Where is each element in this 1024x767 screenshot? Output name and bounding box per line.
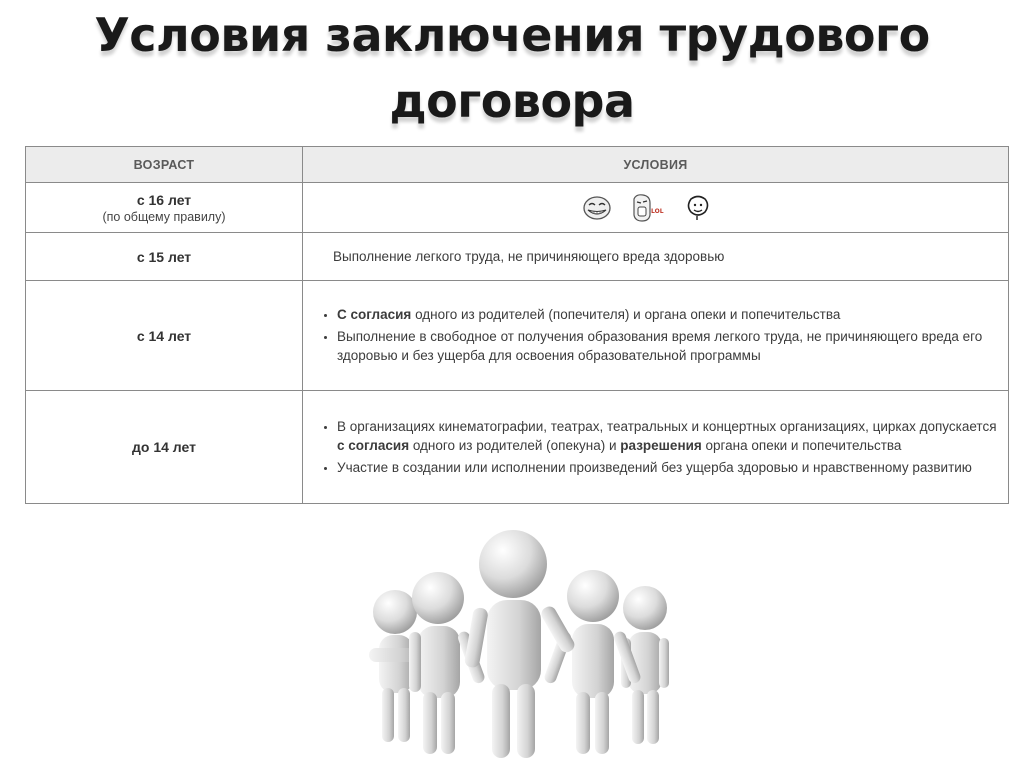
smiley-face-icon <box>686 195 710 221</box>
person-figure <box>464 530 577 758</box>
page-title <box>0 2 1024 134</box>
bold-phrase: с согласия <box>337 438 410 454</box>
conditions-cell <box>303 183 1009 233</box>
age-cell <box>26 233 303 281</box>
age-label: до 14 лет <box>132 439 196 455</box>
title-line-2: договора <box>389 74 635 128</box>
bold-phrase: С согласия <box>337 307 412 323</box>
item-text: Выполнение в свободное от получения образования время легкого труда, не причиняющего вреда его здоровью и без ущерба для освоения образовательной программы <box>337 328 983 364</box>
group-of-people-illustration <box>355 520 685 765</box>
troll-face-icon <box>582 195 612 221</box>
table-row <box>26 281 1009 391</box>
condition-list <box>303 305 1008 366</box>
table-row <box>26 391 1009 504</box>
item-text: одного из родителей (попечителя) и органа опеки и попечительства <box>411 307 841 323</box>
age-note: (по общему правилу) <box>102 209 226 224</box>
bold-phrase: разрешения <box>620 438 702 454</box>
item-text: В организациях кинематографии, театрах, театральных и концертных организациях, цирках допускается <box>337 418 997 434</box>
list-item <box>337 327 998 366</box>
item-text: органа опеки и попечительства <box>701 438 902 454</box>
age-label: с 14 лет <box>136 327 192 344</box>
header-age: ВОЗРАСТ <box>26 147 303 183</box>
condition-list <box>303 417 1008 478</box>
age-cell <box>26 281 303 391</box>
conditions-table <box>25 146 1009 504</box>
age-cell <box>26 183 303 233</box>
conditions-cell <box>303 233 1009 281</box>
list-item <box>337 305 998 325</box>
age-cell <box>26 391 303 504</box>
conditions-cell <box>303 281 1009 391</box>
title-line-1: Условия заключения трудового <box>94 8 930 62</box>
lol-icon-text: LOL <box>650 207 664 215</box>
list-item <box>337 458 998 478</box>
item-text: Участие в создании или исполнении произведений без ущерба здоровью и нравственному развитию <box>337 459 972 475</box>
lol-face-icon <box>630 193 668 223</box>
item-text: одного из родителей (опекуна) и <box>409 438 621 454</box>
header-conditions: УСЛОВИЯ <box>303 147 1009 183</box>
table-row <box>26 183 1009 233</box>
list-item <box>337 417 998 456</box>
age-label: с 16 лет <box>136 191 192 208</box>
age-label: с 15 лет <box>136 248 192 265</box>
table-header-row <box>26 147 1009 183</box>
conditions-cell <box>303 391 1009 504</box>
table-row <box>26 233 1009 281</box>
condition-text: Выполнение легкого труда, не причиняющего вреда здоровью <box>333 249 725 264</box>
